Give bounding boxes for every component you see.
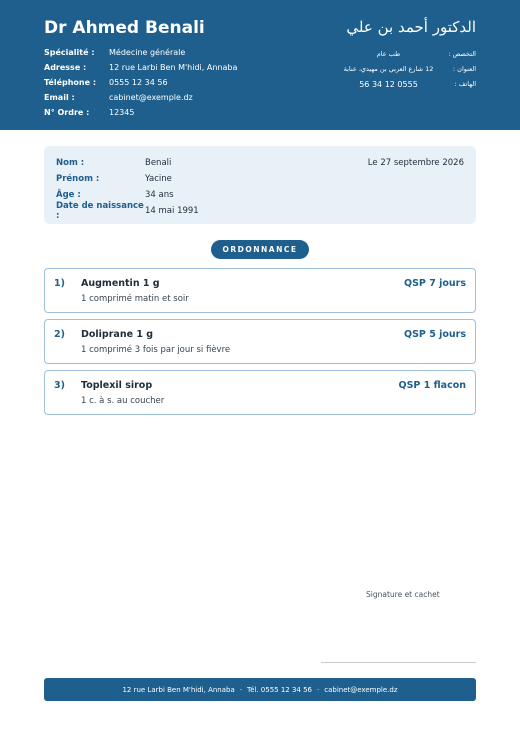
arabic-address-value: 12 شارع العربي بن مهيدي، عنابة: [343, 65, 434, 73]
arabic-address-label: العنوان :: [452, 65, 476, 73]
arabic-specialty-value: طب عام: [376, 50, 401, 58]
arabic-phone-row: [336, 77, 476, 92]
email-label: Email :: [44, 93, 75, 102]
phone-label: Téléphone :: [44, 78, 97, 87]
medication-qsp: QSP 1 flacon: [398, 380, 466, 391]
doctor-info: [44, 45, 237, 120]
age-value: 34 ans: [145, 190, 174, 200]
firstname-value: Yacine: [145, 174, 172, 184]
doctor-info-arabic: [336, 47, 476, 92]
medication-item: [44, 268, 476, 313]
footer-email: cabinet@exemple.dz: [324, 685, 398, 694]
doctor-name: Dr Ahmed Benali: [44, 18, 205, 38]
medication-list: [44, 268, 476, 421]
birthdate-value: 14 mai 1991: [145, 206, 199, 216]
order-label: N° Ordre :: [44, 108, 90, 117]
phone-value: 0555 12 34 56: [109, 78, 168, 87]
patient-birthdate-row: [56, 203, 464, 219]
medication-qsp: QSP 5 jours: [404, 329, 466, 340]
patient-info-panel: [44, 146, 476, 224]
address-label: Adresse :: [44, 63, 87, 72]
email-value: cabinet@exemple.dz: [109, 93, 193, 102]
medication-qsp: QSP 7 jours: [404, 278, 466, 289]
arabic-phone-value: 0555 12 34 56: [359, 80, 418, 89]
medication-dose: 1 c. à s. au coucher: [81, 396, 165, 406]
doctor-phone-row: [44, 75, 237, 90]
doctor-email-row: [44, 90, 237, 105]
page-footer: [44, 678, 476, 701]
medication-number: 2): [54, 329, 65, 340]
medication-number: 1): [54, 278, 65, 289]
footer-address: 12 rue Larbi Ben M'hidi, Annaba: [122, 685, 235, 694]
signature-line: [321, 662, 476, 663]
arabic-phone-label: الهاتف :: [454, 80, 476, 88]
arabic-specialty-label: التخصص :: [448, 50, 476, 58]
prescription-date: Le 27 septembre 2026: [367, 158, 464, 168]
age-label: Âge :: [56, 190, 81, 200]
footer-phone: Tél. 0555 12 34 56: [247, 685, 312, 694]
medication-dose: 1 comprimé 3 fois par jour si fièvre: [81, 345, 231, 355]
firstname-label: Prénom :: [56, 174, 100, 184]
arabic-address-row: [336, 62, 476, 77]
doctor-specialty-row: [44, 45, 237, 60]
doctor-address-row: [44, 60, 237, 75]
lastname-label: Nom :: [56, 158, 85, 168]
medication-number: 3): [54, 380, 65, 391]
medication-name: Toplexil sirop: [81, 380, 153, 391]
doctor-order-row: [44, 105, 237, 120]
specialty-label: Spécialité :: [44, 48, 95, 57]
footer-separator: ·: [317, 685, 320, 694]
medication-name: Augmentin 1 g: [81, 278, 160, 289]
arabic-specialty-row: [336, 47, 476, 62]
address-value: 12 rue Larbi Ben M'hidi, Annaba: [109, 63, 238, 72]
signature-label: Signature et cachet: [366, 590, 440, 599]
specialty-value: Médecine générale: [109, 48, 186, 57]
lastname-value: Benali: [145, 158, 172, 168]
ordonnance-title-badge: ORDONNANCE: [211, 240, 309, 259]
medication-name: Doliprane 1 g: [81, 329, 154, 340]
medication-dose: 1 comprimé matin et soir: [81, 294, 189, 304]
doctor-header: [0, 0, 520, 130]
medication-item: [44, 319, 476, 364]
doctor-name-arabic: الدكتور أحمد بن علي: [346, 18, 476, 36]
patient-firstname-row: [56, 171, 464, 187]
footer-separator: ·: [239, 685, 242, 694]
medication-item: [44, 370, 476, 415]
order-value: 12345: [109, 108, 135, 117]
birthdate-label: Date de naissance :: [56, 201, 144, 221]
